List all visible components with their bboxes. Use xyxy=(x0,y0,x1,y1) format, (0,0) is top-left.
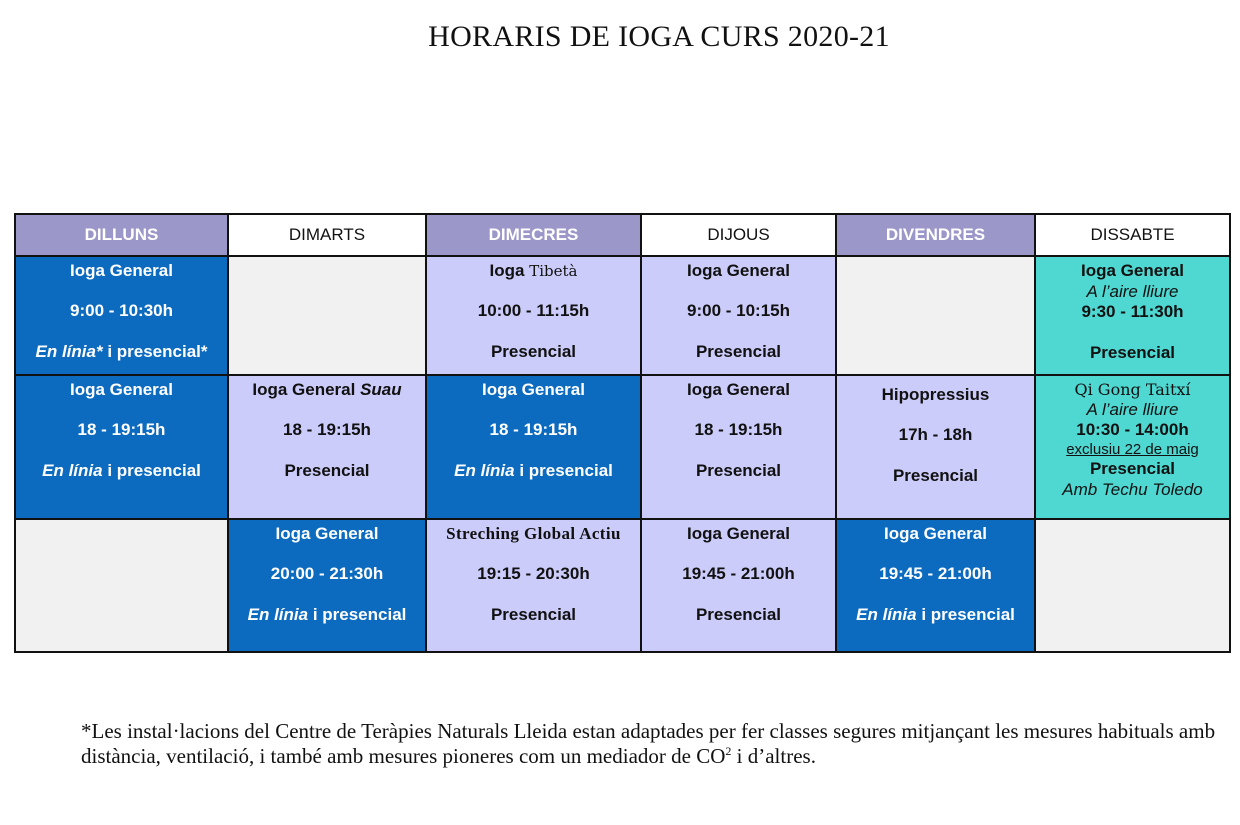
class-mode-rest: i presencial xyxy=(102,460,201,480)
class-name: Ioga General xyxy=(687,261,790,280)
day-header-monday: DILLUNS xyxy=(15,214,228,256)
footnote-superscript: 2 xyxy=(725,744,732,759)
class-name: Ioga General xyxy=(1081,261,1184,280)
schedule-row xyxy=(15,256,1230,375)
class-cell xyxy=(641,256,836,375)
class-cell xyxy=(641,519,836,652)
class-mode: Presencial xyxy=(695,460,782,480)
class-mode: Presencial xyxy=(695,341,782,361)
class-mode xyxy=(16,342,227,362)
class-time: 9:30 - 11:30h xyxy=(1081,302,1184,322)
class-teacher: Amb Techu Toledo xyxy=(1062,480,1203,500)
class-time: 10:00 - 11:15h xyxy=(477,301,590,321)
page-title: HORARIS DE IOGA CURS 2020-21 xyxy=(428,20,890,53)
class-name-style: Suau xyxy=(360,380,402,399)
class-time: 17h - 18h xyxy=(898,425,973,445)
empty-cell xyxy=(15,519,228,652)
class-time: 9:00 - 10:30h xyxy=(70,301,173,321)
class-place: A l’aire lliure xyxy=(1086,399,1179,419)
class-time: 19:15 - 20:30h xyxy=(477,564,590,584)
class-time: 18 - 19:15h xyxy=(77,420,166,440)
class-place: A l’aire lliure xyxy=(1086,281,1179,301)
class-mode: Presencial xyxy=(284,460,370,480)
class-mode xyxy=(229,605,425,625)
class-mode-online: En línia xyxy=(856,604,917,624)
class-cell xyxy=(426,256,641,375)
schedule-row xyxy=(15,375,1230,519)
class-name: Qi Gong Taitxí xyxy=(1074,380,1191,399)
class-mode-online: En línia xyxy=(454,460,515,480)
class-mode xyxy=(16,461,227,481)
class-name: Ioga General xyxy=(482,380,585,399)
class-name-part: Ioga General xyxy=(252,380,361,399)
class-mode: Presencial xyxy=(1089,459,1176,479)
footnote xyxy=(81,719,1231,769)
class-cell xyxy=(228,375,426,519)
class-time: 18 - 19:15h xyxy=(694,420,783,440)
class-name-style: Tibetà xyxy=(529,262,578,280)
class-mode-rest: i presencial xyxy=(916,604,1015,624)
class-cell xyxy=(836,519,1035,652)
class-name-part: Ioga xyxy=(489,261,530,280)
class-cell xyxy=(1035,375,1230,519)
class-cell xyxy=(641,375,836,519)
header-row xyxy=(15,214,1230,256)
day-header-thursday: DIJOUS xyxy=(641,214,836,256)
class-mode-online: En línia xyxy=(247,604,309,624)
class-time: 20:00 - 21:30h xyxy=(270,564,384,584)
class-note: exclusiu 22 de maig xyxy=(1066,440,1199,458)
class-mode-online: En línia xyxy=(42,460,103,480)
class-time: 19:45 - 21:00h xyxy=(682,564,795,584)
footnote-text-end: i d’altres. xyxy=(731,744,816,769)
day-header-wednesday: DIMECRES xyxy=(426,214,641,256)
class-mode-online: En línia* xyxy=(35,341,103,361)
schedule-table xyxy=(14,213,1231,653)
class-time: 18 - 19:15h xyxy=(283,420,371,440)
class-mode: Presencial xyxy=(490,604,577,624)
class-time: 18 - 19:15h xyxy=(489,420,578,440)
class-name: Ioga General xyxy=(687,380,790,399)
class-time: 9:00 - 10:15h xyxy=(687,301,790,321)
class-cell xyxy=(426,519,641,652)
class-mode: Presencial xyxy=(1089,343,1176,363)
class-name: Ioga General xyxy=(884,524,987,543)
schedule-row xyxy=(15,519,1230,652)
class-name: Hipopressius xyxy=(881,385,990,404)
class-cell xyxy=(15,256,228,375)
class-cell xyxy=(426,375,641,519)
empty-cell xyxy=(228,256,426,375)
class-mode: Presencial xyxy=(490,341,577,361)
class-cell xyxy=(15,375,228,519)
class-mode-rest: i presencial xyxy=(308,604,407,624)
class-name: Ioga General xyxy=(275,524,379,543)
class-cell xyxy=(1035,256,1230,375)
empty-cell xyxy=(1035,519,1230,652)
class-name xyxy=(229,380,425,400)
class-name: Streching Global Actiu xyxy=(446,524,621,543)
class-mode: Presencial xyxy=(892,465,979,485)
class-name xyxy=(427,261,640,281)
class-cell xyxy=(836,375,1035,519)
day-header-friday: DIVENDRES xyxy=(836,214,1035,256)
class-name: Ioga General xyxy=(70,380,173,399)
class-time: 19:45 - 21:00h xyxy=(879,564,992,584)
day-header-saturday: DISSABTE xyxy=(1035,214,1230,256)
class-name: Ioga General xyxy=(70,261,173,280)
class-mode xyxy=(837,605,1034,625)
class-mode-rest: i presencial* xyxy=(102,341,208,361)
empty-cell xyxy=(836,256,1035,375)
footnote-text: *Les instal·lacions del Centre de Teràpies Naturals Lleida estan adaptades per fer classes segures mitjançant les mesures habituals amb distància, ventilació, i també amb mesures pioneres com un mediador de CO xyxy=(81,719,1216,769)
class-mode: Presencial xyxy=(695,604,782,624)
day-header-tuesday: DIMARTS xyxy=(228,214,426,256)
class-name: Ioga General xyxy=(687,524,790,543)
class-cell xyxy=(228,519,426,652)
class-time: 10:30 - 14:00h xyxy=(1076,420,1189,440)
class-mode xyxy=(427,461,640,481)
class-mode-rest: i presencial xyxy=(514,460,613,480)
